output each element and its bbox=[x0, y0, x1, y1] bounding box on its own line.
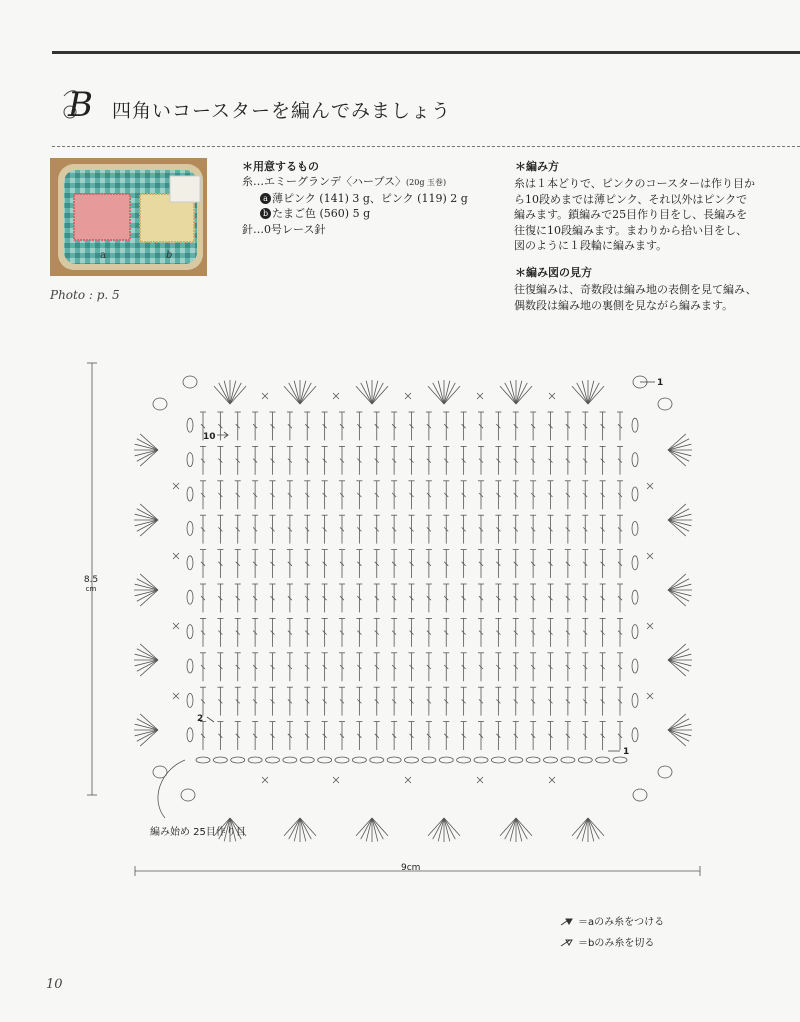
photo-tag-b: b bbox=[166, 250, 173, 261]
chain-stitch bbox=[213, 757, 227, 763]
color-b-line: たまご色 (560) 5 g bbox=[272, 207, 371, 220]
turning-chain bbox=[187, 659, 193, 673]
attach-yarn-icon bbox=[560, 916, 578, 926]
starting-chain-tail bbox=[158, 760, 185, 818]
turning-chain bbox=[632, 453, 638, 467]
body-stitches bbox=[187, 412, 638, 763]
turning-chain bbox=[632, 625, 638, 639]
corner-picot bbox=[658, 398, 672, 410]
method-line: 糸は１本どりで、ピンクのコースターは作り目か bbox=[514, 177, 756, 190]
method-heading: ＊編み方 bbox=[515, 160, 559, 173]
chain-stitch bbox=[526, 757, 540, 763]
turning-chain bbox=[187, 693, 193, 707]
chain-stitch bbox=[439, 757, 453, 763]
chart-reading-heading: ＊編み図の見方 bbox=[515, 266, 592, 279]
method-line: ら10段めまでは薄ピンク、それ以外はピンクで bbox=[514, 192, 748, 206]
turning-chain bbox=[187, 487, 193, 501]
turning-chain bbox=[632, 728, 638, 742]
chart-reading-text bbox=[514, 282, 776, 313]
chain-stitch bbox=[370, 757, 384, 763]
chain-stitch bbox=[544, 757, 558, 763]
turning-chain bbox=[187, 625, 193, 639]
chain-stitch bbox=[266, 757, 280, 763]
photo-tag-a: a bbox=[100, 250, 106, 261]
start-label: 編み始め 25目作り目 bbox=[150, 827, 246, 838]
chain-stitch bbox=[561, 757, 575, 763]
chain-stitch bbox=[491, 757, 505, 763]
legend-cut-text: ＝bのみ糸を切る bbox=[578, 938, 655, 949]
chain-stitch bbox=[457, 757, 471, 763]
method-line: 編みます。鎖編みで25目作り目をし、長編みを bbox=[514, 208, 748, 221]
materials-heading: ＊用意するもの bbox=[242, 160, 319, 173]
turning-chain bbox=[187, 556, 193, 570]
corner-picot bbox=[658, 766, 672, 778]
chain-stitch bbox=[300, 757, 314, 763]
turning-chain bbox=[632, 590, 638, 604]
reading-line: 往復編みは、奇数段は編み地の表側を見て編み、 bbox=[514, 283, 757, 296]
turning-chain bbox=[632, 487, 638, 501]
badge-b: b bbox=[260, 208, 271, 219]
corner-picot bbox=[153, 398, 167, 410]
chain-stitch bbox=[422, 757, 436, 763]
needle-line: 針…0号レース針 bbox=[242, 222, 326, 236]
chain-stitch bbox=[578, 757, 592, 763]
legend-attach-text: ＝aのみ糸をつける bbox=[578, 917, 665, 928]
turning-chain bbox=[187, 590, 193, 604]
yarn-note: (20g 玉巻) bbox=[406, 178, 447, 187]
photo-reference-label: Photo : p. 5 bbox=[50, 288, 120, 302]
reading-line: 偶数段は編み地の裏側を見ながら編みます。 bbox=[514, 298, 734, 312]
badge-a: a bbox=[260, 193, 271, 204]
chain-stitch bbox=[405, 757, 419, 763]
section-letter-mark bbox=[60, 82, 102, 124]
page-number: 10 bbox=[46, 977, 63, 992]
coaster-photo bbox=[50, 158, 207, 276]
page-title: 四角いコースターを編んでみましょう bbox=[112, 100, 452, 122]
corner-picot bbox=[633, 789, 647, 801]
crochet-chart bbox=[0, 340, 800, 880]
turning-chain bbox=[632, 556, 638, 570]
height-label bbox=[80, 575, 102, 593]
height-unit: cm bbox=[85, 585, 97, 593]
turning-chain bbox=[632, 521, 638, 535]
turning-chain bbox=[632, 693, 638, 707]
dotted-divider bbox=[52, 146, 800, 147]
height-value: 8.5 bbox=[83, 575, 99, 585]
turning-chain bbox=[187, 728, 193, 742]
chain-stitch bbox=[318, 757, 332, 763]
turning-chain bbox=[187, 521, 193, 535]
yarn-line: 糸…エミーグランデ〈ハーブス〉 bbox=[242, 175, 407, 188]
method-line: 往復に10段編みます。まわりから拾い目をし、 bbox=[514, 223, 748, 237]
chain-stitch bbox=[596, 757, 610, 763]
width-label: 9cm bbox=[401, 863, 421, 873]
top-rule bbox=[52, 51, 800, 54]
corner-picot bbox=[181, 789, 195, 801]
chain-stitch bbox=[335, 757, 349, 763]
row-label-1: 1 bbox=[623, 747, 630, 757]
method-text bbox=[514, 176, 776, 254]
turning-chain bbox=[632, 418, 638, 432]
turning-chain bbox=[187, 453, 193, 467]
section-letter: B bbox=[68, 85, 93, 124]
method-line: 図のように１段輪に編みます。 bbox=[514, 239, 668, 252]
color-a-line: 薄ピンク (141) 3 g、ピンク (119) 2 g bbox=[272, 191, 468, 205]
legend-cut bbox=[560, 934, 654, 949]
chain-stitch bbox=[248, 757, 262, 763]
chain-stitch bbox=[231, 757, 245, 763]
chain-stitch bbox=[283, 757, 297, 763]
chain-stitch bbox=[474, 757, 488, 763]
border-stitches bbox=[134, 376, 692, 842]
round-label-1: 1 bbox=[657, 378, 664, 388]
legend-attach bbox=[560, 913, 664, 928]
turning-chain bbox=[187, 418, 193, 432]
corner-picot bbox=[183, 376, 197, 388]
row-label-10: 10 bbox=[203, 432, 216, 442]
chain-stitch bbox=[352, 757, 366, 763]
materials-list bbox=[242, 174, 468, 237]
chain-stitch bbox=[509, 757, 523, 763]
chain-stitch bbox=[196, 757, 210, 763]
cut-yarn-icon bbox=[560, 937, 578, 947]
chain-stitch bbox=[613, 757, 627, 763]
chain-stitch bbox=[387, 757, 401, 763]
turning-chain bbox=[632, 659, 638, 673]
row-label-2: 2 bbox=[197, 714, 204, 724]
